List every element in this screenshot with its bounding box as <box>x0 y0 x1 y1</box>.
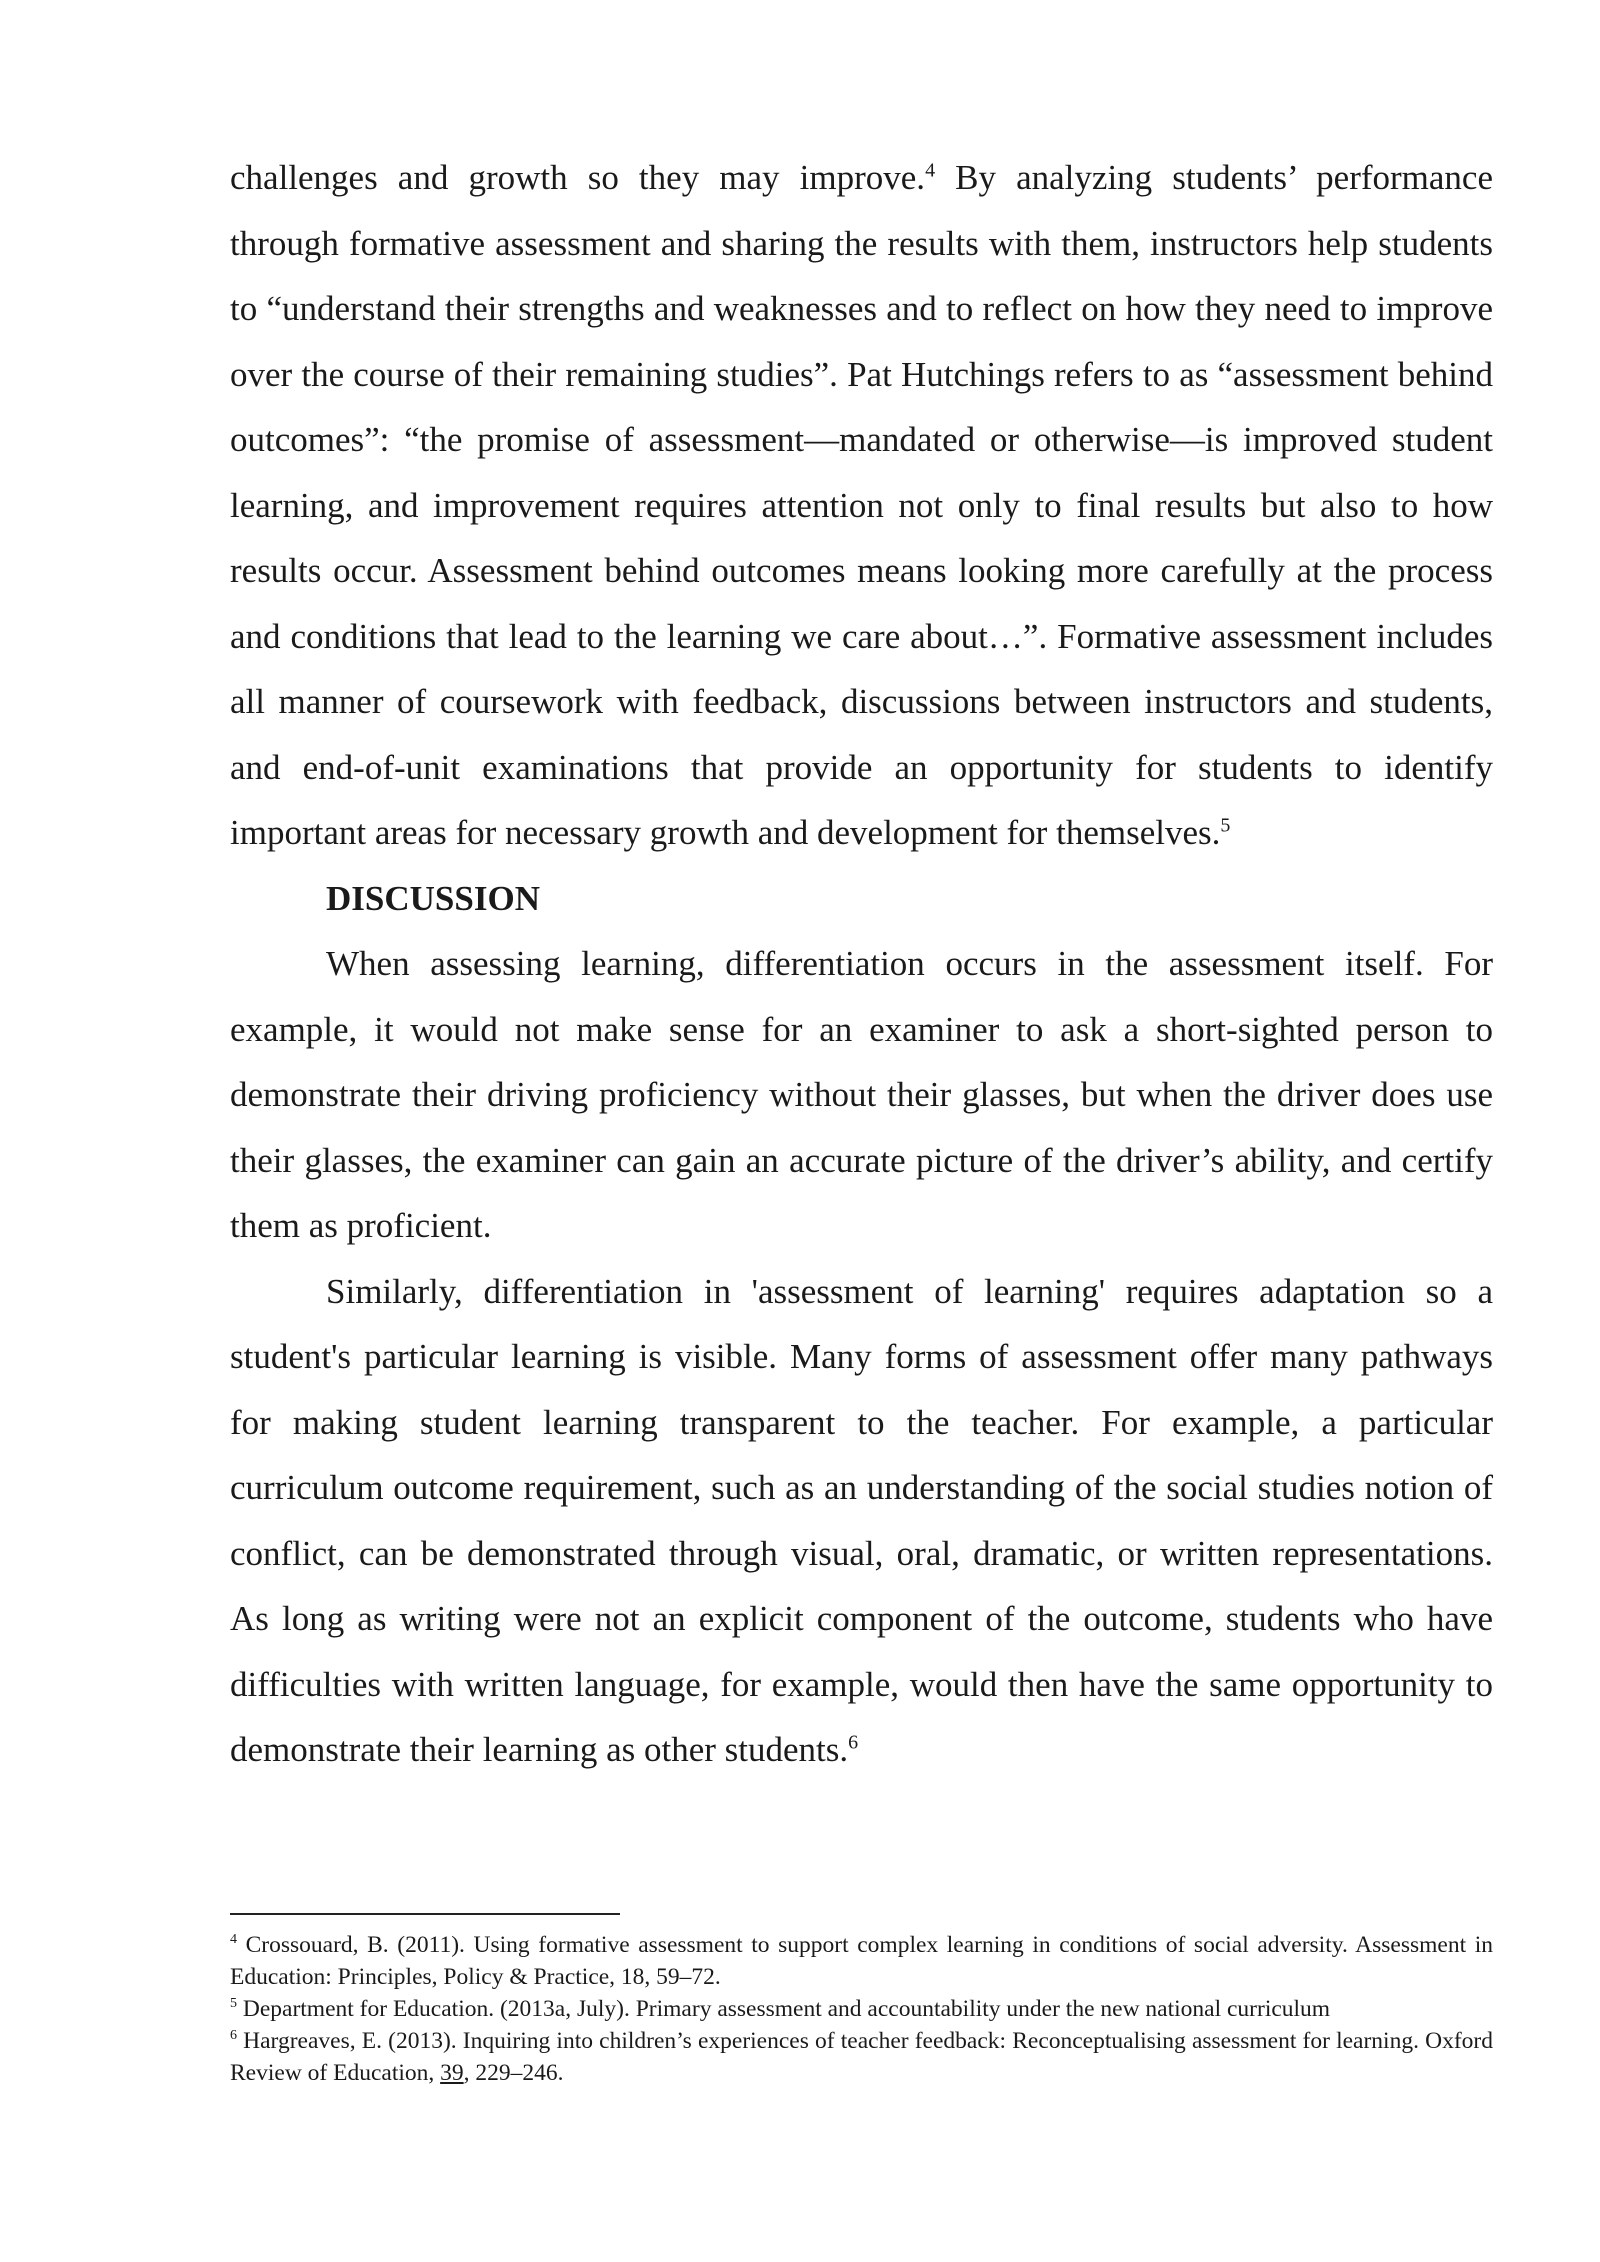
footnote-text: Hargreaves, E. (2013). Inquiring into children’s experiences of teacher feedback: Reconceptualising assessment for learning. Oxford Review of Education, <box>230 2028 1493 2086</box>
footnote-text: Crossouard, B. (2011). Using formative assessment to support complex learning in conditions of social adversity. Assessment in Education: Principles, Policy & Practice, 18, 59–72. <box>230 1932 1493 1990</box>
footnote-4 <box>230 1929 1493 1993</box>
footnote-volume-link[interactable]: 39 <box>440 2060 464 2086</box>
footnote-number: 6 <box>230 2028 237 2044</box>
paragraph-text: challenges and growth so they may improve. <box>230 158 926 197</box>
footnote-ref-4[interactable]: 4 <box>925 159 936 182</box>
footnotes-section <box>230 1913 1493 2089</box>
footnote-6 <box>230 2025 1493 2089</box>
paragraph-text: Similarly, differentiation in 'assessment of learning' requires adaptation so a student's particular learning is visible. Many forms of assessment offer many pathways for making student learning transparent to the teacher. For example, a particular curriculum outcome requirement, such as an understanding of the social studies notion of conflict, can be demonstrated through visual, oral, dramatic, or written representations. As long as writing were not an explicit component of the outcome, students who have difficulties with written language, for example, would then have the same opportunity to demonstrate their learning as other students. <box>230 1271 1493 1769</box>
footnote-number: 4 <box>230 1932 237 1948</box>
footnote-separator <box>230 1913 620 1915</box>
footnote-ref-6[interactable]: 6 <box>848 1731 859 1754</box>
footnote-ref-5[interactable]: 5 <box>1220 814 1231 837</box>
footnote-text: , 229–246. <box>463 2060 564 2086</box>
paragraph-formative-assessment <box>230 145 1493 866</box>
section-heading-discussion: DISCUSSION <box>326 878 540 918</box>
paragraph-text: By analyzing students’ performance through formative assessment and sharing the results with them, instructors help students to “understand their strengths and weaknesses and to reflect on how they need to improve over the course of their remaining studies”. Pat Hutchings refers to as “assessment behind outcomes”: “the promise of assessment—mandated or otherwise—is improved student learning, and improvement requires attention not only to final results but also to how results occur. Assessment behind outcomes means looking more carefully at the process and conditions that lead to the learning we care about…”. Formative assessment includes all manner of coursework with feedback, discussions between instructors and students, and end-of-unit examinations that provide an opportunity for students to identify important areas for necessary growth and development for themselves. <box>230 158 1493 852</box>
paragraph-differentiation-example: When assessing learning, differentiation occurs in the assessment itself. For example, it would not make sense for an examiner to ask a short-sighted person to demonstrate their driving proficiency without their glasses, but when the driver does use their glasses, the examiner can gain an accurate picture of the driver’s ability, and certify them as proficient. <box>230 944 1493 1245</box>
paragraph-assessment-of-learning <box>230 1259 1493 1783</box>
footnote-number: 5 <box>230 1996 237 2012</box>
footnote-text: Department for Education. (2013a, July). Primary assessment and accountability under the new national curriculum <box>237 1996 1331 2022</box>
footnote-5 <box>230 1993 1493 2025</box>
document-body <box>230 145 1493 1783</box>
